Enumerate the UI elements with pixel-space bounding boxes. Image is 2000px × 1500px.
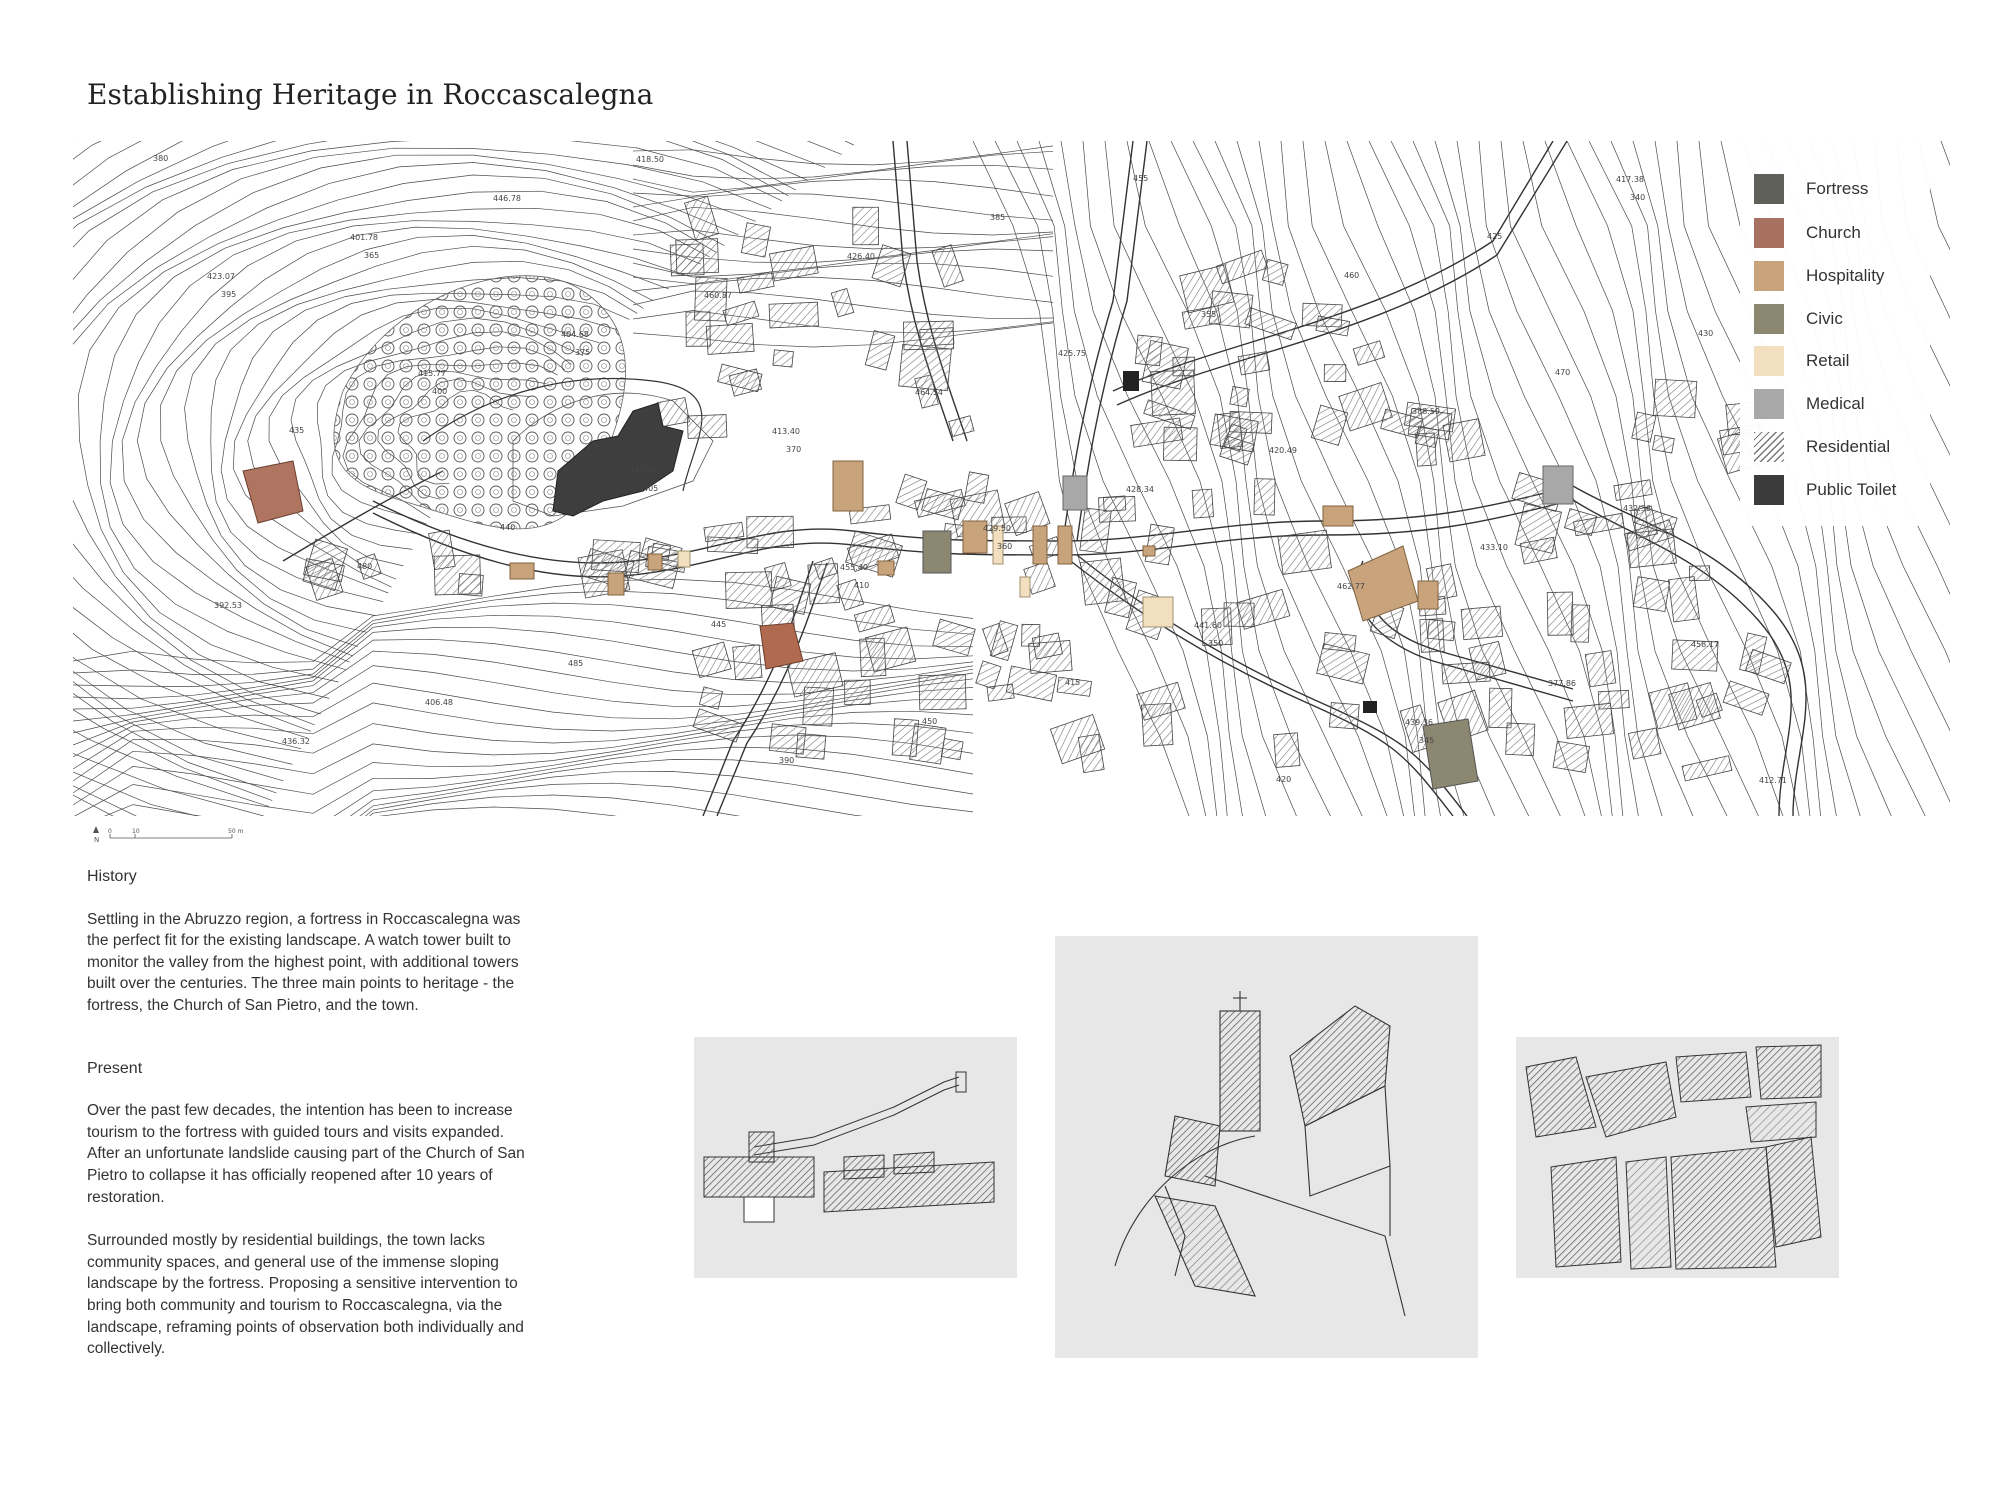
map-drawing	[73, 141, 1950, 816]
elevation-label: 370	[786, 445, 802, 454]
elevation-label: 439.36	[1405, 718, 1433, 727]
legend-swatch	[1754, 261, 1784, 291]
legend-label: Church	[1806, 223, 1861, 242]
legend-label: Fortress	[1806, 179, 1869, 198]
present-body-2: Surrounded mostly by residential buildings, the town lacks community spaces, and general use of the immense sloping landscape by the fortress. Proposing a sensitive intervention to bring both community and tourism to Roccascalegna, via the landscape, reframing points of observation both individually and collectively.	[87, 1232, 524, 1358]
elevation-label: 455.40	[840, 563, 868, 572]
elevation-label: 470	[1555, 368, 1571, 377]
elevation-label: 355	[1201, 310, 1217, 319]
elevation-label: 385	[990, 213, 1006, 222]
elevation-label: 395	[221, 290, 237, 299]
sketch-rooftops-view[interactable]	[1516, 1037, 1839, 1278]
fortress-sketch-image	[694, 1037, 1017, 1278]
scale-label-0: 0	[108, 828, 112, 835]
legend-item-hospitality	[1754, 261, 1884, 291]
elevation-label: 365	[364, 251, 380, 260]
legend-item-public-toilet	[1754, 475, 1896, 505]
present-heading: Present	[87, 1059, 143, 1077]
legend-item-residential	[1754, 432, 1890, 462]
elevation-label: 406.48	[425, 698, 453, 707]
legend-swatch	[1754, 346, 1784, 376]
sketch-fortress-view[interactable]	[694, 1037, 1017, 1278]
elevation-label: 377.86	[1548, 679, 1576, 688]
legend-label: Retail	[1806, 351, 1850, 370]
legend-swatch	[1754, 389, 1784, 419]
legend-label: Residential	[1806, 437, 1891, 456]
elevation-label: 380	[153, 154, 169, 163]
elevation-label: 441.60	[1194, 621, 1222, 630]
elevation-label: 440	[500, 523, 516, 532]
elevation-label: 350	[1208, 639, 1224, 648]
present-body-1: Over the past few decades, the intention has been to increase tourism to the fortress with guided tours and visits expanded. After an unfortunate landslide causing part of the Church of San Pietro to collapse it has officially reopened after 10 years of restoration.	[87, 1102, 525, 1206]
elevation-label: 425	[1487, 232, 1503, 241]
legend-swatch	[1754, 432, 1784, 462]
site-map[interactable]	[73, 141, 1950, 816]
map-legend	[1740, 141, 1930, 526]
elevation-label: 360	[997, 542, 1013, 551]
legend-swatch	[1754, 218, 1784, 248]
elevation-label: 425.75	[1058, 349, 1086, 358]
elevation-label: 445	[711, 620, 727, 629]
page-title: Establishing Heritage in Roccascalegna	[87, 78, 654, 111]
elevation-label: 413.40	[772, 427, 800, 436]
north-label: N	[94, 836, 100, 844]
legend-label: Civic	[1806, 309, 1843, 328]
elevation-label: 460	[1344, 271, 1360, 280]
elevation-label: 426.40	[847, 252, 875, 261]
elevation-label: 340	[1630, 193, 1646, 202]
scale-label-10: 10	[132, 828, 140, 835]
elevation-label: 433.10	[1480, 543, 1508, 552]
legend-label: Public Toilet	[1806, 480, 1897, 499]
elevation-label: 458.17	[1691, 640, 1719, 649]
rooftops-sketch-image	[1516, 1037, 1839, 1278]
legend-item-medical	[1754, 389, 1865, 419]
legend-item-retail	[1754, 346, 1849, 376]
elevation-label: 420	[1276, 775, 1292, 784]
elevation-label: 404.68	[561, 330, 589, 339]
elevation-label: 449.98	[629, 466, 657, 475]
elevation-label: 401.78	[350, 233, 378, 242]
elevation-label: 430	[1698, 329, 1714, 338]
legend-label: Medical	[1806, 394, 1865, 413]
scale-label-50: 50 m	[228, 828, 244, 835]
sketch-church-view[interactable]	[1055, 936, 1478, 1358]
elevation-label: 480	[357, 562, 373, 571]
north-arrow-icon	[93, 826, 99, 833]
elevation-label: 429.50	[983, 524, 1011, 533]
legend-swatch	[1754, 475, 1784, 505]
elevation-label: 464.54	[915, 388, 943, 397]
legend-label: Hospitality	[1806, 266, 1885, 285]
elevation-label: 446.78	[493, 194, 521, 203]
legend-item-civic	[1754, 304, 1843, 334]
elevation-label: 375	[575, 348, 591, 357]
elevation-label: 462.77	[1337, 582, 1365, 591]
elevation-label: 455	[1133, 174, 1149, 183]
elevation-label: 405	[643, 484, 659, 493]
elevation-label: 415	[1065, 678, 1081, 687]
history-heading: History	[87, 868, 137, 885]
elevation-label: 388.59	[1412, 407, 1440, 416]
elevation-label: 460.87	[704, 291, 732, 300]
scale-bar	[92, 824, 262, 848]
description-column	[87, 866, 537, 1382]
elevation-label: 415.77	[418, 369, 446, 378]
elevation-label: 417.38	[1616, 175, 1644, 184]
elevation-label: 435	[289, 426, 305, 435]
history-body: Settling in the Abruzzo region, a fortress in Roccascalegna was the perfect fit for the existing landscape. A watch tower built to monitor the valley from the highest point, with additional towers built over the centuries. The three main points to heritage - the fortress, the Church of San Pietro, and the town.	[87, 910, 521, 1014]
elevation-label: 390	[779, 756, 795, 765]
legend-swatch	[1754, 304, 1784, 334]
elevation-label: 428.34	[1126, 485, 1154, 494]
elevation-label: 423.07	[207, 272, 235, 281]
elevation-label: 392.53	[214, 601, 242, 610]
legend-item-fortress	[1754, 174, 1868, 204]
legend-item-church	[1754, 218, 1861, 248]
elevation-label: 485	[568, 659, 584, 668]
legend-swatch	[1754, 174, 1784, 204]
elevation-label: 450	[922, 717, 938, 726]
elevation-label: 432.36	[1623, 504, 1651, 513]
elevation-label: 420.49	[1269, 446, 1297, 455]
elevation-label: 345	[1419, 736, 1435, 745]
elevation-label: 418.50	[636, 155, 664, 164]
elevation-label: 410	[854, 581, 870, 590]
elevation-label: 412.71	[1759, 776, 1787, 785]
elevation-label: 400	[432, 387, 448, 396]
church-sketch-image	[1055, 936, 1478, 1358]
elevation-label: 436.32	[282, 737, 310, 746]
